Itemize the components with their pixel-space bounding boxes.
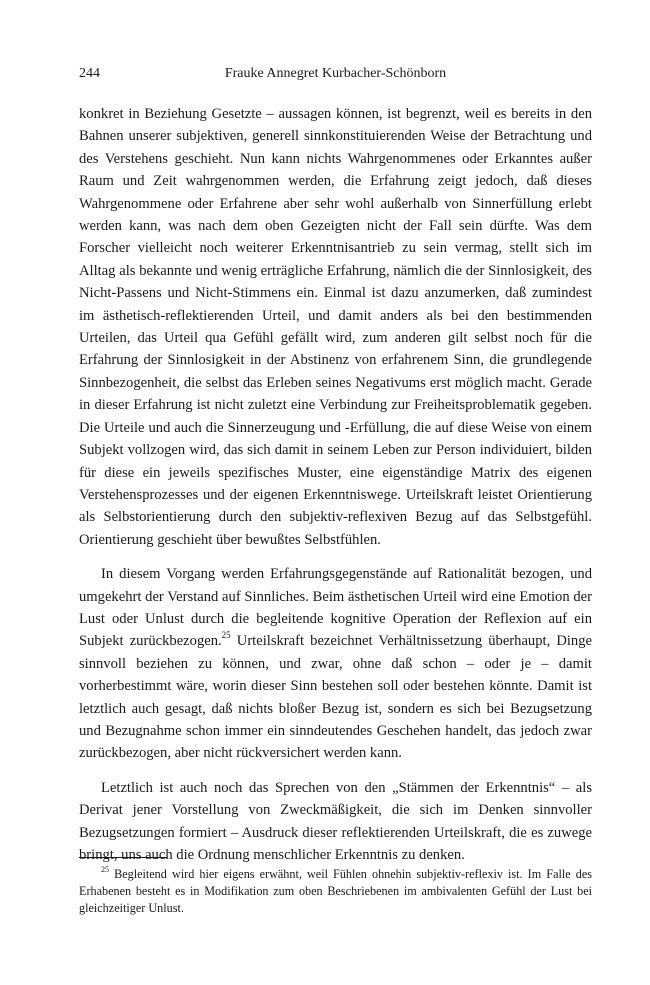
paragraph-2-text-end: Urteilskraft bezeichnet Verhältnissetzung überhaupt, Dinge sinnvoll beziehen zu können, und zwar, ohne daß schon – oder je – damit vorherbestimmt wäre, worin dieser Sinn bestehen soll oder bestehen könnte. Damit ist letztlich auch gesagt, daß nichts bloßer Bezug ist, sondern es sich bei Bezugsetzung und Bezugnahme schon immer ein sinndeutendes Geschehen handelt, das jedoch zwar zurückbezogen, aber nicht rückversichert werden kann. bbox=[79, 633, 592, 762]
footnote bbox=[79, 866, 592, 917]
footnote-divider bbox=[79, 857, 167, 858]
running-head: Frauke Annegret Kurbacher-Schönborn bbox=[224, 66, 447, 81]
paragraph-2-text-start: In diesem Vorgang werden Erfahrungsgegenstände auf Rationalität bezogen, und umgekehrt der Verstand auf Sinnliches. Beim ästhetischen Urteil wird eine Emotion der Lust oder Unlust durch die begleitende kognitive Operation der Reflexion auf ein Subjekt zurückbezogen. bbox=[79, 566, 592, 650]
paragraph-3 bbox=[79, 777, 592, 867]
paragraph-1-text: konkret in Beziehung Gesetzte – aussagen können, ist begrenzt, weil es bereits in den Bahnen unserer subjektiven, generell sinnkonstituierenden Weise der Betrachtung und des Verstehens geschieht. Nun kann nichts Wahrgenommenes oder Erkanntes außer Raum und Zeit wahrgenommen werden, die Erfahrung zeigt jedoch, daß dieses Wahrgenommene oder Erfahrene aber sehr wohl außerhalb von Sinnerfüllung erlebt werden kann, was nach dem oben Gezeigten nicht der Fall sein dürfte. Was dem Forscher vielleicht noch weiterer Erkenntnisantrieb zu sein vermag, stellt sich im Alltag als bekannte und wenig erträgliche Erfahrung, nämlich die der Sinnlosigkeit, des Nicht-Passens und Nicht-Stimmens ein. Einmal ist dazu anzumerken, daß zumindest im ästhetisch-reflektierenden Urteil, und damit anders als bei den bestimmenden Urteilen, das Urteil qua Gefühl gefällt wird, zum anderen gilt selbst noch für die Erfahrung der Sinnlosigkeit in der Abstinenz von erfahrenem Sinn, die grundlegende Sinnbezogenheit, die selbst das Erleben seines Negativums erst möglich macht. Gerade in dieser Erfahrung ist nicht zuletzt eine Verbindung zur Freiheitsproblematik gegeben. Die Urteile und auch die Sinnerzeugung und -Erfüllung, die auf diese Weise von einem Subjekt vollzogen wird, das sich damit in seinem Leben zur Person individuiert, bilden für diese ein jeweils spezifisches Muster, eine eigenständige Matrix des eigenen Verstehensprozesses und der eigenen Erkenntniswege. Urteilskraft leistet Orientierung als Selbstorientierung durch den subjektiv-reflexiven Bezug auf das Selbstgefühl. Orientierung geschieht über bewußtes Selbstfühlen. bbox=[79, 106, 592, 548]
paragraph-2 bbox=[79, 563, 592, 765]
page-number: 244 bbox=[79, 66, 100, 81]
footnote-text: Begleitend wird hier eigens erwähnt, weil Fühlen ohnehin subjektiv-reflexiv ist. Im Falle des Erhabenen besteht es in Modifikation zum oben Beschriebenen im ambivalenten Gefühl der Lust bei gleichzeitiger Unlust. bbox=[79, 867, 592, 915]
footnote-reference[interactable]: 25 bbox=[221, 630, 231, 641]
paragraph-1 bbox=[79, 103, 592, 551]
footnote-number: 25 bbox=[101, 865, 109, 874]
page-header bbox=[79, 64, 592, 84]
main-text bbox=[79, 103, 592, 866]
paragraph-3-text: Letztlich ist auch noch das Sprechen von den „Stämmen der Erkenntnis“ – als Derivat jener Vorstellung von Zweckmäßigkeit, die sich im Denken sinnvoller Bezugsetzungen formiert – Ausdruck dieser reflektierenden Urteilskraft, die es zuwege bringt, uns auch die Ordnung menschlicher Erkenntnis zu denken. bbox=[79, 779, 592, 863]
